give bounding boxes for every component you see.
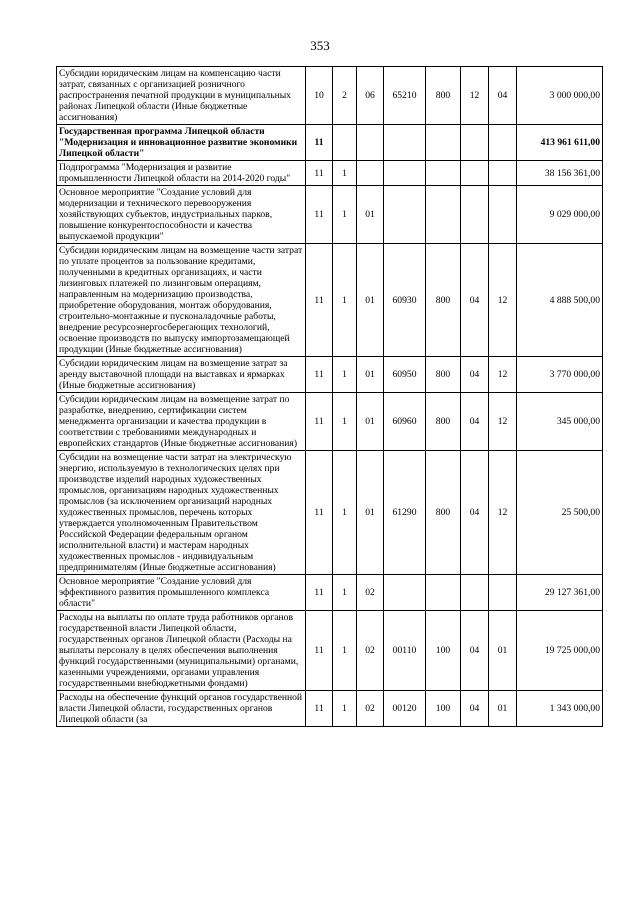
row-code-1: 11: [306, 393, 333, 451]
row-code-2: 1: [333, 611, 357, 691]
row-code-5: 800: [426, 244, 461, 357]
row-code-1: 11: [306, 244, 333, 357]
row-code-7: 12: [489, 393, 517, 451]
row-name: Субсидии юридическим лицам на возмещение затрат за аренду выставочной площади на выставках и ярмарках (Иные бюджетные ассигнования): [57, 357, 306, 393]
row-code-6: 12: [461, 67, 489, 125]
row-code-5: [426, 575, 461, 611]
row-name: Расходы на выплаты по оплате труда работников органов государственной власти Липецкой области, государственных органов Липецкой области (Расходы на выплаты персоналу в целях обеспечения выполнения функций государственными (муниципальными) органами, казенными учреждениями, органами управления государственными внебюджетными фондами): [57, 611, 306, 691]
row-code-6: 04: [461, 393, 489, 451]
row-code-5: [426, 161, 461, 186]
row-code-7: [489, 125, 517, 161]
row-amount: 19 725 000,00: [517, 611, 603, 691]
row-code-7: 01: [489, 611, 517, 691]
table-row: [57, 575, 603, 611]
row-amount: 3 770 000,00: [517, 357, 603, 393]
row-code-3: [357, 161, 384, 186]
table-row: [57, 393, 603, 451]
row-amount: 38 156 361,00: [517, 161, 603, 186]
row-name: Подпрограмма "Модернизация и развитие промышленности Липецкой области на 2014-2020 годы": [57, 161, 306, 186]
row-code-3: 01: [357, 451, 384, 575]
row-amount: 4 888 500,00: [517, 244, 603, 357]
row-code-3: 02: [357, 575, 384, 611]
row-amount: 1 343 000,00: [517, 691, 603, 727]
row-amount: 9 029 000,00: [517, 186, 603, 244]
row-code-7: [489, 575, 517, 611]
row-code-6: 04: [461, 357, 489, 393]
row-code-1: 11: [306, 691, 333, 727]
row-code-1: 11: [306, 451, 333, 575]
row-code-1: 11: [306, 186, 333, 244]
row-code-2: 1: [333, 244, 357, 357]
row-code-5: [426, 125, 461, 161]
row-code-7: [489, 161, 517, 186]
row-code-7: 01: [489, 691, 517, 727]
row-code-4: 00120: [384, 691, 426, 727]
row-code-5: 800: [426, 393, 461, 451]
row-code-2: [333, 125, 357, 161]
row-code-7: 12: [489, 244, 517, 357]
table-row: [57, 125, 603, 161]
row-code-6: 04: [461, 451, 489, 575]
row-code-5: [426, 186, 461, 244]
row-name: Субсидии юридическим лицам на возмещение части затрат по уплате процентов за пользование кредитами, полученными в кредитных организациях, и части лизинговых платежей по лизинговым операциям, направленным на модернизацию производства, приобретение оборудования, монтаж оборудования, строительно-монтажные и пусконаладочные работы, внедрение ресурсоэнергосберегающих технологий, освоение производств по выпуску импортозамещающей продукции (Иные бюджетные ассигнования): [57, 244, 306, 357]
table-row: [57, 611, 603, 691]
row-name: Государственная программа Липецкой области "Модернизация и инновационное развитие экономики Липецкой области": [57, 125, 306, 161]
page-number: 353: [310, 38, 330, 53]
row-code-4: [384, 575, 426, 611]
row-code-1: 11: [306, 161, 333, 186]
table-row: [57, 691, 603, 727]
row-name: Субсидии юридическим лицам на возмещение затрат по разработке, внедрению, сертификации систем менеджмента организации и качества продукции в соответствии с требованиями международных и европейских стандартов (Иные бюджетные ассигнования): [57, 393, 306, 451]
row-code-4: 60930: [384, 244, 426, 357]
row-name: Субсидии на возмещение части затрат на электрическую энергию, используемую в технологических целях при производстве изделий народных художественных промыслов, организациям народных художественных промыслов (за исключением организаций народных художественных промыслов, перечень которых утверждается уполномоченным Правительством Российской Федерации федеральным органом исполнительной власти) и мастерам народных художественных промыслов - индивидуальным предпринимателям (Иные бюджетные ассигнования): [57, 451, 306, 575]
row-code-2: 1: [333, 186, 357, 244]
row-code-3: [357, 125, 384, 161]
row-code-1: 11: [306, 357, 333, 393]
row-code-2: 1: [333, 451, 357, 575]
row-code-1: 10: [306, 67, 333, 125]
table-row: [57, 161, 603, 186]
row-code-4: [384, 161, 426, 186]
row-code-7: 04: [489, 67, 517, 125]
row-code-4: 60960: [384, 393, 426, 451]
row-amount: 29 127 361,00: [517, 575, 603, 611]
row-code-6: 04: [461, 611, 489, 691]
row-code-6: 04: [461, 244, 489, 357]
row-code-7: 12: [489, 451, 517, 575]
row-code-4: 60950: [384, 357, 426, 393]
table-row: [57, 244, 603, 357]
table-row: [57, 357, 603, 393]
row-code-7: [489, 186, 517, 244]
row-code-2: 1: [333, 393, 357, 451]
row-code-6: [461, 186, 489, 244]
row-code-3: 01: [357, 393, 384, 451]
row-code-5: 100: [426, 691, 461, 727]
row-code-6: 04: [461, 691, 489, 727]
row-code-3: 06: [357, 67, 384, 125]
row-code-6: [461, 575, 489, 611]
row-amount: 3 000 000,00: [517, 67, 603, 125]
row-code-4: 61290: [384, 451, 426, 575]
row-amount: 345 000,00: [517, 393, 603, 451]
row-code-2: 2: [333, 67, 357, 125]
row-code-2: 1: [333, 357, 357, 393]
row-code-1: 11: [306, 125, 333, 161]
row-amount: 413 961 611,00: [517, 125, 603, 161]
row-code-6: [461, 125, 489, 161]
row-code-4: [384, 125, 426, 161]
row-code-1: 11: [306, 611, 333, 691]
row-amount: 25 500,00: [517, 451, 603, 575]
row-code-3: 02: [357, 611, 384, 691]
row-code-2: 1: [333, 575, 357, 611]
budget-table: [56, 66, 603, 727]
row-code-7: 12: [489, 357, 517, 393]
row-name: Основное мероприятие "Создание условий для эффективного развития промышленного комплекса области": [57, 575, 306, 611]
row-code-6: [461, 161, 489, 186]
row-code-3: 01: [357, 357, 384, 393]
row-code-3: 01: [357, 186, 384, 244]
row-code-5: 100: [426, 611, 461, 691]
row-code-3: 01: [357, 244, 384, 357]
row-name: Расходы на обеспечение функций органов государственной власти Липецкой области, государственных органов Липецкой области (за: [57, 691, 306, 727]
row-code-2: 1: [333, 161, 357, 186]
row-code-5: 800: [426, 357, 461, 393]
table-row: [57, 451, 603, 575]
row-name: Основное мероприятие "Создание условий для модернизации и технического перевооружения хозяйствующих субъектов, индустриальных парков, повышение конкурентоспособности и качества выпускаемой продукции": [57, 186, 306, 244]
row-name: Субсидии юридическим лицам на компенсацию части затрат, связанных с организацией розничного распространения печатной продукции в муниципальных районах Липецкой области (Иные бюджетные ассигнования): [57, 67, 306, 125]
row-code-5: 800: [426, 67, 461, 125]
row-code-1: 11: [306, 575, 333, 611]
row-code-2: 1: [333, 691, 357, 727]
row-code-4: [384, 186, 426, 244]
row-code-5: 800: [426, 451, 461, 575]
table-row: [57, 67, 603, 125]
row-code-3: 02: [357, 691, 384, 727]
row-code-4: 00110: [384, 611, 426, 691]
row-code-4: 65210: [384, 67, 426, 125]
table-row: [57, 186, 603, 244]
